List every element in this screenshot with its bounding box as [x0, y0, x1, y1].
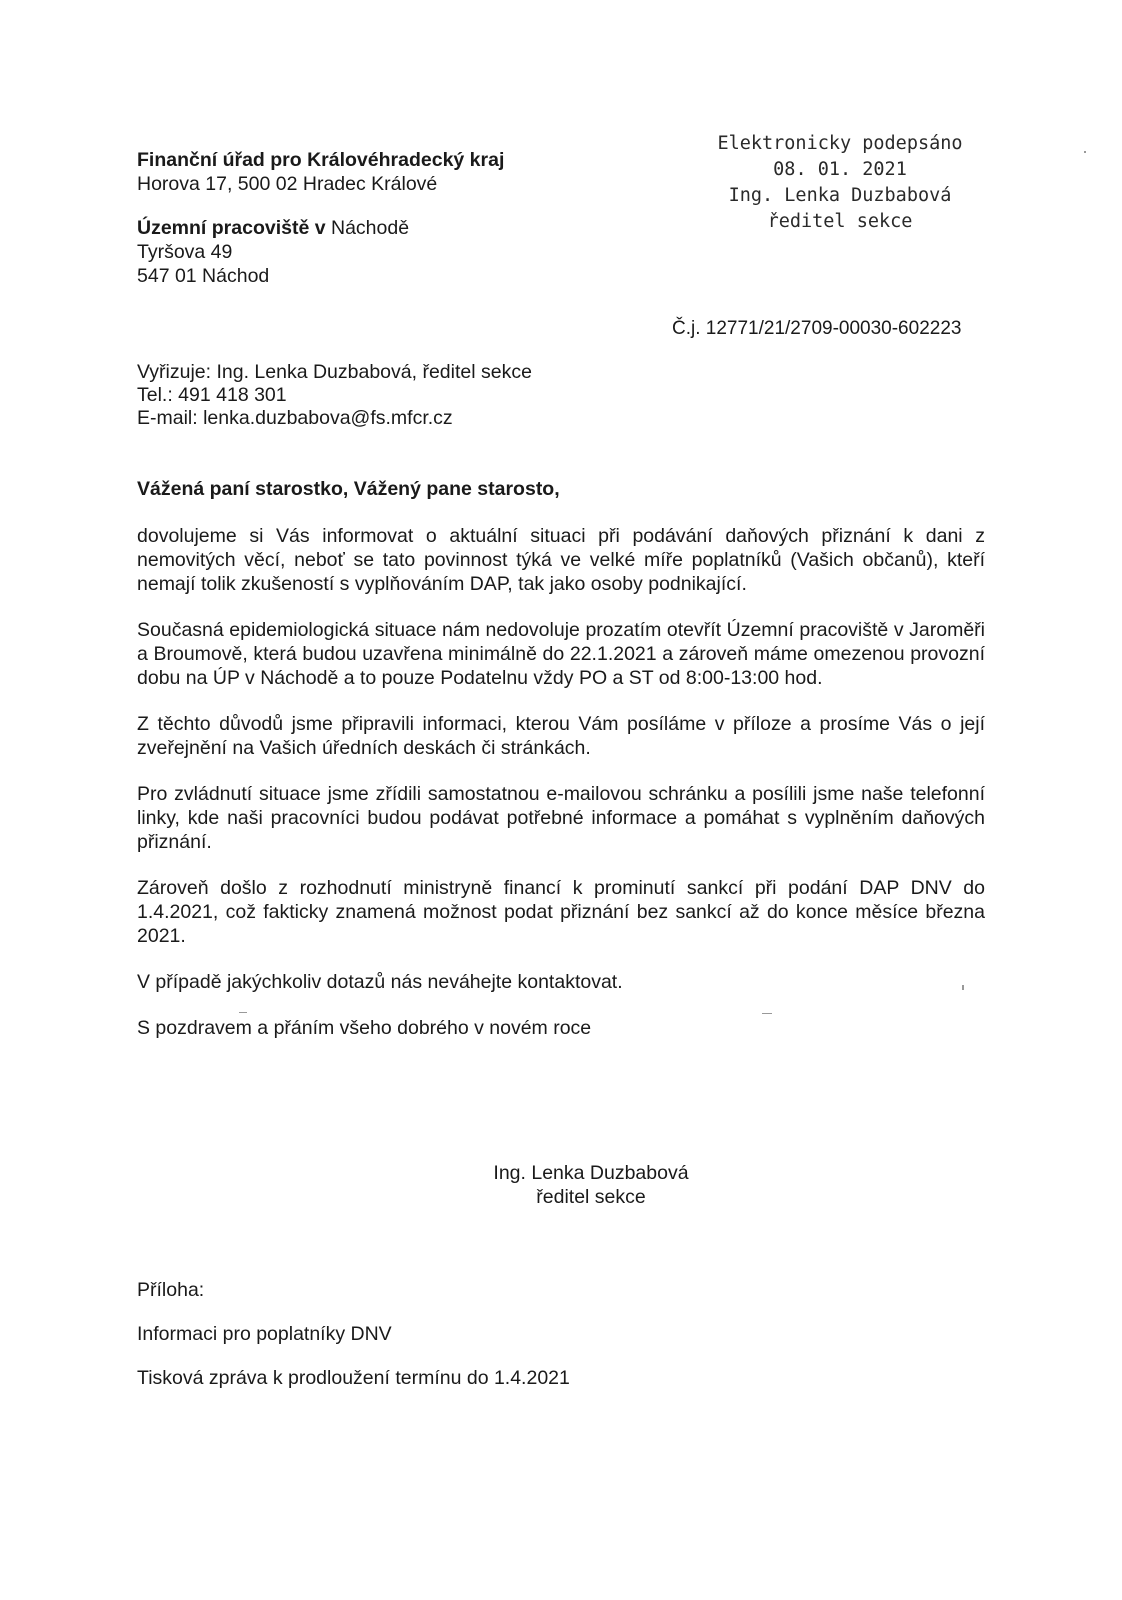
attachments-label: Příloha:: [137, 1279, 205, 1301]
branch-label: Územní pracoviště v: [137, 217, 326, 239]
office-name: Finanční úřad pro Královéhradecký kraj: [137, 149, 505, 171]
scan-speck: [239, 1012, 247, 1013]
stamp-line: Elektronicky podepsáno: [717, 133, 963, 154]
scan-speck: [962, 985, 964, 990]
branch-street: Tyršova 49: [137, 241, 233, 263]
paragraph: Pro zvládnutí situace jsme zřídili samostatnou e-mailovou schránku a posílili jsme naše telefonní linky, kde naši pracovníci budou podávat potřebné informace a pomáhat s vyplněním daňových přiznání.: [137, 783, 985, 853]
letter-body: [137, 524, 985, 1062]
stamp-role: ředitel sekce: [767, 211, 913, 232]
branch-line: [137, 216, 504, 240]
paragraph: dovolujeme si Vás informovat o aktuální situaci při podávání daňových přiznání k dani z nemovitých věcí, neboť se tato povinnost týká ve velké míře poplatníků (Vašich občanů), kteří nemají tolik zkušeností s vyplňováním DAP, tak jako osoby podnikající.: [137, 525, 985, 595]
signature-name: Ing. Lenka Duzbabová: [493, 1162, 689, 1184]
scan-speck: [762, 1013, 772, 1014]
branch-city: Náchodě: [331, 217, 410, 239]
stamp-date: 08. 01. 2021: [773, 159, 907, 180]
sender-block: [137, 148, 504, 288]
paragraph: Zároveň došlo z rozhodnutí ministryně financí k prominutí sankcí při podání DAP DNV do 1.4.2021, což fakticky znamená možnost podat přiznání bez sankcí až do konce měsíce března 2021.: [137, 877, 985, 947]
reference-number: Č.j. 12771/21/2709-00030-602223: [672, 318, 962, 339]
paragraph: V případě jakýchkoliv dotazů nás neváhejte kontaktovat.: [137, 971, 623, 993]
branch-postal: 547 01 Náchod: [137, 265, 270, 287]
salutation: Vážená paní starostko, Vážený pane starosto,: [137, 478, 560, 500]
attachment-item: Tisková zpráva k prodloužení termínu do 1.4.2021: [137, 1367, 570, 1389]
paragraph: S pozdravem a přáním všeho dobrého v novém roce: [137, 1017, 592, 1039]
contact-block: [137, 361, 532, 430]
paragraph: Z těchto důvodů jsme připravili informaci, kterou Vám posíláme v příloze a prosíme Vás o její zveřejnění na Vašich úředních deskách či stránkách.: [137, 713, 985, 759]
attachments: [137, 1278, 570, 1410]
electronic-signature-stamp: [700, 131, 980, 235]
office-address: Horova 17, 500 02 Hradec Králové: [137, 173, 438, 195]
handler: Vyřizuje: Ing. Lenka Duzbabová, ředitel sekce: [137, 361, 532, 383]
signature-block: [486, 1161, 696, 1209]
paragraph: Současná epidemiologická situace nám nedovoluje prozatím otevřít Územní pracoviště v Jaroměři a Broumově, která budou uzavřena minimálně do 22.1.2021 a zároveň máme omezenou provozní dobu na ÚP v Náchodě a to pouze Podatelnu vždy PO a ST od 8:00-13:00 hod.: [137, 619, 985, 689]
phone: Tel.: 491 418 301: [137, 384, 287, 406]
attachment-item: Informaci pro poplatníky DNV: [137, 1323, 392, 1345]
email: E-mail: lenka.duzbabova@fs.mfcr.cz: [137, 407, 453, 429]
signature-role: ředitel sekce: [536, 1186, 646, 1208]
scan-speck: [1084, 151, 1086, 153]
stamp-name: Ing. Lenka Duzbabová: [728, 185, 952, 206]
